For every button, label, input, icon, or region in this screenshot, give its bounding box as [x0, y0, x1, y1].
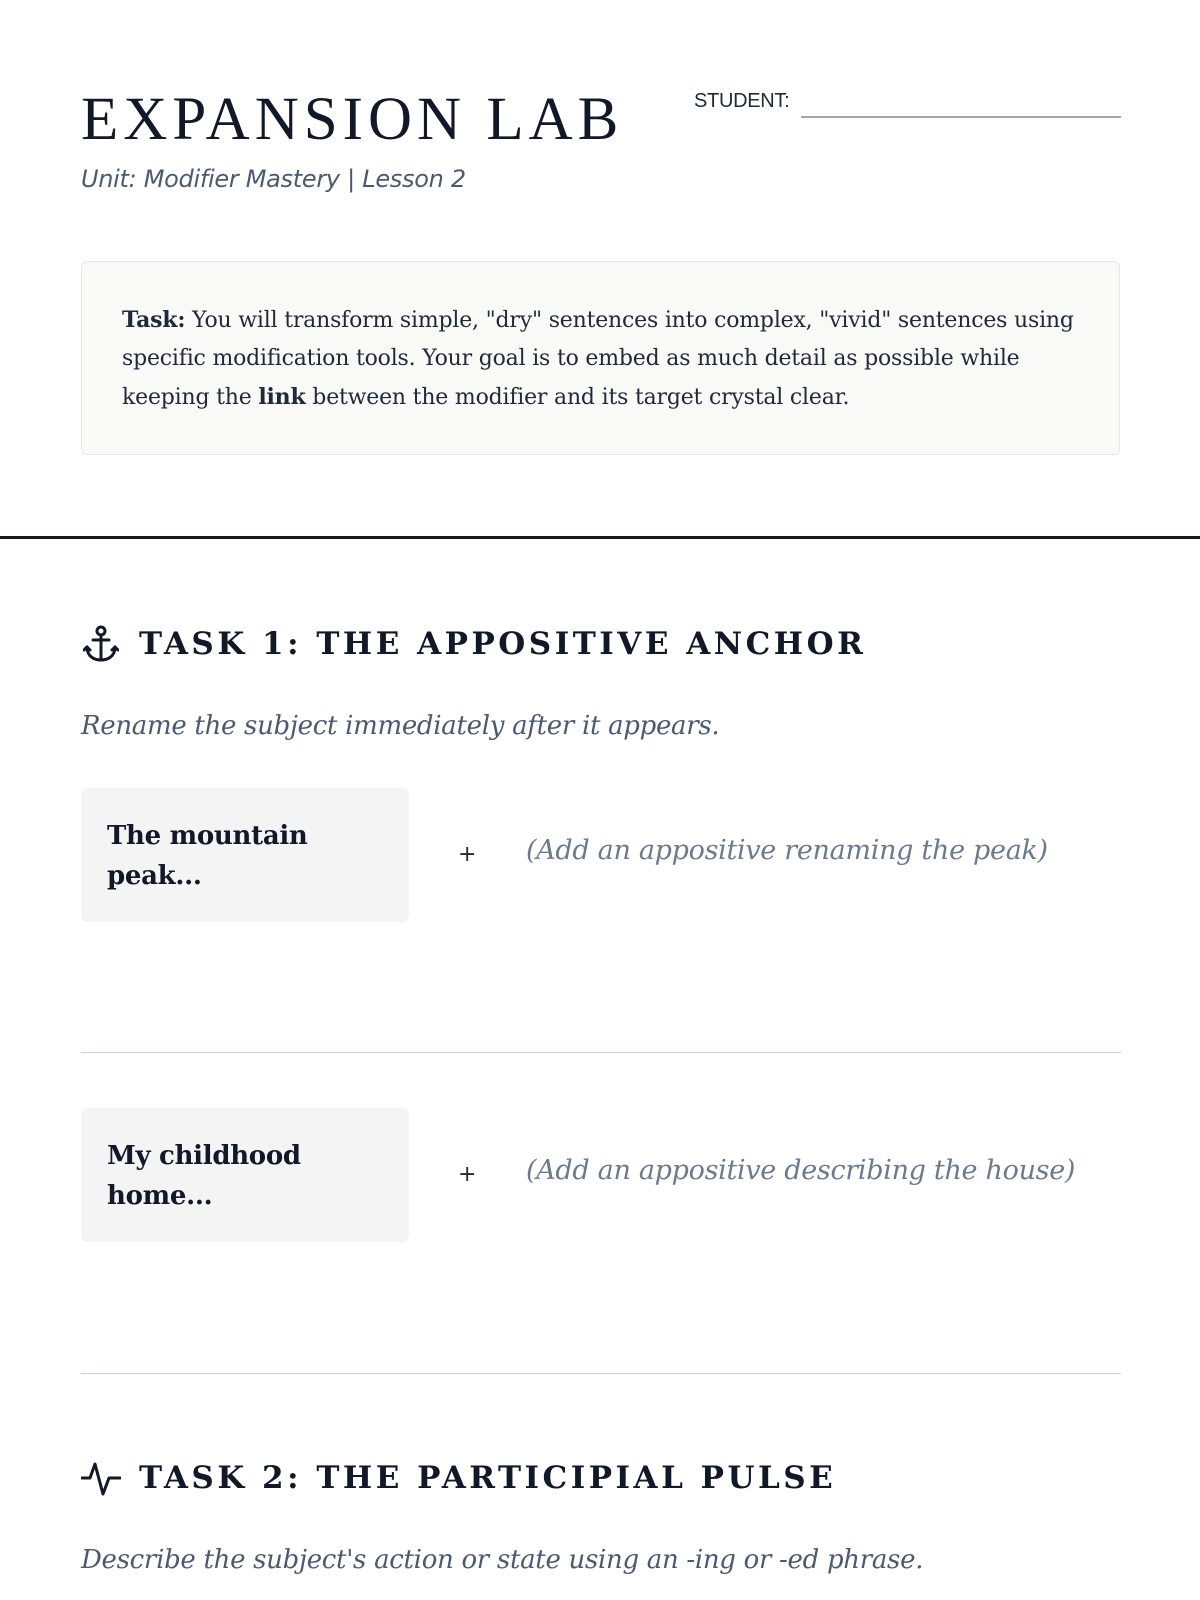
- task-1-item-1-answer[interactable]: (Add an appositive renaming the peak): [526, 835, 1048, 866]
- pulse-icon: [81, 1458, 121, 1498]
- task-lead: Task:: [122, 307, 186, 333]
- section-divider: [0, 536, 1200, 539]
- anchor-icon: [81, 624, 121, 664]
- task-emphasis: link: [258, 384, 306, 410]
- student-label: STUDENT:: [694, 90, 790, 112]
- answer-divider: [81, 1052, 1121, 1053]
- plus-sign: +: [458, 842, 477, 867]
- worksheet-header: [81, 78, 1121, 218]
- task-1-instruction: Rename the subject immediately after it appears.: [81, 711, 720, 741]
- task-text-part-2: between the modifier and its target crystal clear.: [305, 385, 850, 410]
- task-1-title: TASK 1: THE APPOSITIVE ANCHOR: [139, 626, 867, 662]
- task-1-item-1-stem: The mountain peak...: [81, 788, 409, 922]
- student-name-line[interactable]: [801, 116, 1121, 118]
- answer-divider: [81, 1373, 1121, 1374]
- unit-subtitle: Unit: Modifier Mastery | Lesson 2: [81, 165, 466, 193]
- task-1-heading: [81, 624, 866, 664]
- task-text-part-1: You will transform simple, "dry" sentences into complex, "vivid" sentences using specific modification tools. Your goal is to embed as much detail as possible while keeping the: [122, 308, 1074, 410]
- task-instructions-box: [81, 261, 1120, 455]
- task-2-title: TASK 2: THE PARTICIPIAL PULSE: [139, 1460, 837, 1496]
- student-name-field[interactable]: [694, 88, 1121, 118]
- page-title: EXPANSION LAB: [81, 86, 624, 153]
- task-1-item-2-answer[interactable]: (Add an appositive describing the house): [526, 1155, 1076, 1186]
- plus-sign: +: [458, 1162, 477, 1187]
- task-2-instruction: Describe the subject's action or state using an -ing or -ed phrase.: [81, 1545, 924, 1575]
- task-1-item-2-stem: My childhood home...: [81, 1108, 409, 1242]
- task-2-heading: [81, 1458, 836, 1498]
